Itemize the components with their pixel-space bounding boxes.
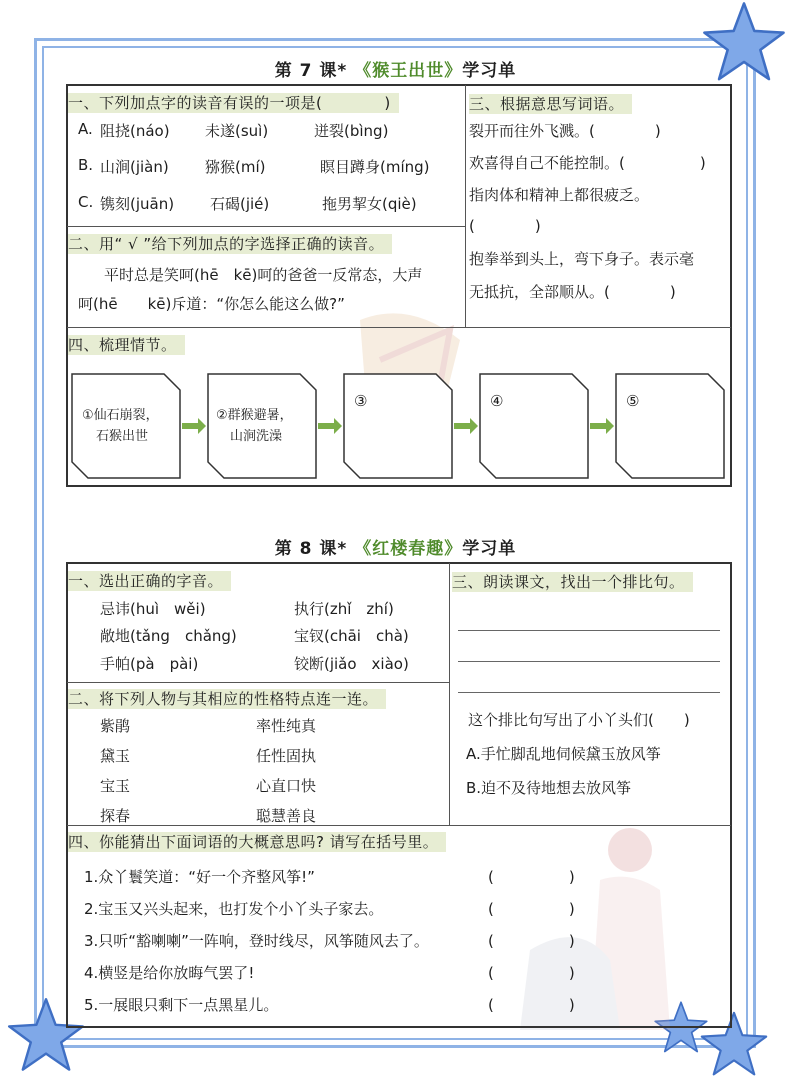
l7-q2-heading: 二、用“ √ ”给下列加点的字选择正确的读音。 bbox=[68, 233, 392, 254]
l7-q3-line: ( ) bbox=[469, 217, 541, 235]
divider bbox=[67, 327, 731, 328]
l7-q1-option-a-2: 未遂(suì) bbox=[205, 122, 269, 140]
divider bbox=[67, 226, 465, 227]
l8-q2-person[interactable]: 黛玉 bbox=[100, 747, 131, 765]
flowchart-shapes bbox=[72, 374, 724, 480]
plot-step-box bbox=[344, 374, 452, 478]
plot-step-5-input[interactable]: ⑤ bbox=[626, 392, 640, 410]
l8-q2-trait[interactable]: 率性纯真 bbox=[256, 717, 317, 735]
divider bbox=[67, 682, 449, 683]
plot-step-1-line1: ①仙石崩裂， bbox=[82, 408, 159, 423]
l8-q4-answer-blank[interactable]: ( ) bbox=[488, 996, 575, 1014]
l8-q1-item: 铰断(jiǎo xiào) bbox=[294, 655, 409, 673]
plot-flowchart bbox=[72, 374, 724, 480]
divider bbox=[67, 825, 731, 826]
l8-q4-answer-blank[interactable]: ( ) bbox=[488, 868, 575, 886]
l7-q1-option-c-label: C. bbox=[78, 193, 94, 211]
l8-q2-heading: 二、将下列人物与其相应的性格特点连一连。 bbox=[68, 688, 386, 709]
l7-q2-sentence-line1: 平时总是笑呵(hē kē)呵的爸爸一反常态，大声 bbox=[104, 266, 423, 284]
l7-q4-heading: 四、梳理情节。 bbox=[68, 334, 185, 355]
lesson7-title-suffix: 学习单 bbox=[462, 61, 517, 81]
l8-q1-item: 忌讳(huì wěi) bbox=[100, 600, 206, 618]
l8-q4-item: 1.众丫鬟笑道：“好一个齐整风筝!” bbox=[84, 868, 315, 886]
l7-q2-sentence-line2: 呵(hē kē)斥道：“你怎么能这么做?” bbox=[78, 295, 345, 313]
l8-q4-heading: 四、你能猜出下面词语的大概意思吗? 请写在括号里。 bbox=[68, 831, 446, 852]
l8-q2-trait[interactable]: 任性固执 bbox=[256, 747, 317, 765]
l7-q1-option-a-3: 迸裂(bìng) bbox=[314, 122, 389, 140]
lesson8-title-book: 《红楼春趣》 bbox=[354, 539, 463, 559]
l7-q3-line: 欢喜得自己不能控制。( ) bbox=[469, 154, 706, 172]
l7-q1-option-b-label: B. bbox=[78, 156, 94, 174]
lesson7-title-prefix: 第 7 课* bbox=[274, 61, 348, 81]
divider bbox=[449, 563, 450, 825]
l7-q1-option-a-1: 阻挠(náo) bbox=[100, 122, 170, 140]
arrow-right-icon bbox=[182, 418, 206, 434]
arrow-right-icon bbox=[590, 418, 614, 434]
l8-q3-option-a[interactable]: A.手忙脚乱地伺候黛玉放风筝 bbox=[466, 745, 661, 763]
l8-q2-person[interactable]: 探春 bbox=[100, 807, 131, 825]
l8-q4-answer-blank[interactable]: ( ) bbox=[488, 900, 575, 918]
l7-q3-heading: 三、根据意思写词语。 bbox=[469, 93, 632, 114]
l8-q1-item: 执行(zhǐ zhí) bbox=[294, 600, 394, 618]
l8-q1-heading: 一、选出正确的字音。 bbox=[68, 570, 231, 591]
l8-q4-answer-blank[interactable]: ( ) bbox=[488, 964, 575, 982]
plot-step-2-line1: ②群猴避暑， bbox=[216, 408, 293, 423]
l8-q3-option-b[interactable]: B.迫不及待地想去放风筝 bbox=[466, 779, 632, 797]
l8-q3-heading: 三、朗读课文，找出一个排比句。 bbox=[452, 571, 693, 592]
l8-q2-person[interactable]: 宝玉 bbox=[100, 777, 131, 795]
l7-q3-line: 裂开而往外飞溅。( ) bbox=[469, 122, 661, 140]
plot-step-4-input[interactable]: ④ bbox=[490, 392, 504, 410]
lesson7-title-book: 《猴王出世》 bbox=[354, 61, 463, 81]
l8-q4-item: 2.宝玉又兴头起来，也打发个小丫头子家去。 bbox=[84, 900, 384, 918]
arrow-right-icon bbox=[318, 418, 342, 434]
l8-q4-item: 5.一展眼只剩下一点黑星儿。 bbox=[84, 996, 279, 1014]
lesson7-title bbox=[0, 56, 791, 81]
divider bbox=[465, 85, 466, 328]
l7-q1-option-a-label: A. bbox=[78, 120, 93, 138]
l8-q4-item: 4.横竖是给你放晦气罢了! bbox=[84, 964, 255, 982]
l7-q1-option-b-3: 瞑目蹲身(míng) bbox=[320, 158, 430, 176]
answer-line[interactable] bbox=[458, 692, 720, 693]
l8-q1-item: 宝钗(chāi chà) bbox=[294, 627, 409, 645]
l8-q2-trait[interactable]: 聪慧善良 bbox=[256, 807, 317, 825]
lesson8-title-prefix: 第 8 课* bbox=[274, 539, 348, 559]
plot-step-1-line2: 石猴出世 bbox=[96, 429, 149, 444]
l8-q4-answer-blank[interactable]: ( ) bbox=[488, 932, 575, 950]
l7-q3-line: 指肉体和精神上都很疲乏。 bbox=[469, 186, 650, 204]
plot-step-box bbox=[616, 374, 724, 478]
l7-q1-option-b-2: 猕猴(mí) bbox=[205, 158, 266, 176]
answer-line[interactable] bbox=[458, 661, 720, 662]
lesson8-title bbox=[0, 534, 791, 559]
l7-q3-line: 无抵抗，全部顺从。( ) bbox=[469, 283, 676, 301]
l8-q2-person[interactable]: 紫鹃 bbox=[100, 717, 131, 735]
plot-step-2-line2: 山涧洗澡 bbox=[230, 429, 283, 444]
answer-line[interactable] bbox=[458, 630, 720, 631]
plot-step-3-input[interactable]: ③ bbox=[354, 392, 368, 410]
plot-step-box bbox=[480, 374, 588, 478]
l7-q1-option-c-3: 拖男挈女(qiè) bbox=[322, 195, 417, 213]
l8-q4-item: 3.只听“豁喇喇”一阵响，登时线尽，风筝随风去了。 bbox=[84, 932, 429, 950]
l8-q1-item: 敞地(tǎng chǎng) bbox=[100, 627, 237, 645]
l7-q3-line: 抱拳举到头上，弯下身子。表示毫 bbox=[469, 250, 695, 268]
l8-q3-question: 这个排比句写出了小丫头们( ) bbox=[468, 711, 690, 729]
l7-q1-heading: 一、下列加点字的读音有误的一项是( ) bbox=[68, 92, 399, 113]
lesson8-title-suffix: 学习单 bbox=[462, 539, 517, 559]
l8-q1-item: 手帕(pà pài) bbox=[100, 655, 199, 673]
l7-q1-option-b-1: 山涧(jiàn) bbox=[100, 158, 169, 176]
l7-q1-option-c-1: 镌刻(juān) bbox=[100, 195, 175, 213]
l7-q1-option-c-2: 石碣(jié) bbox=[210, 195, 270, 213]
l8-q2-trait[interactable]: 心直口快 bbox=[256, 777, 317, 795]
arrow-right-icon bbox=[454, 418, 478, 434]
